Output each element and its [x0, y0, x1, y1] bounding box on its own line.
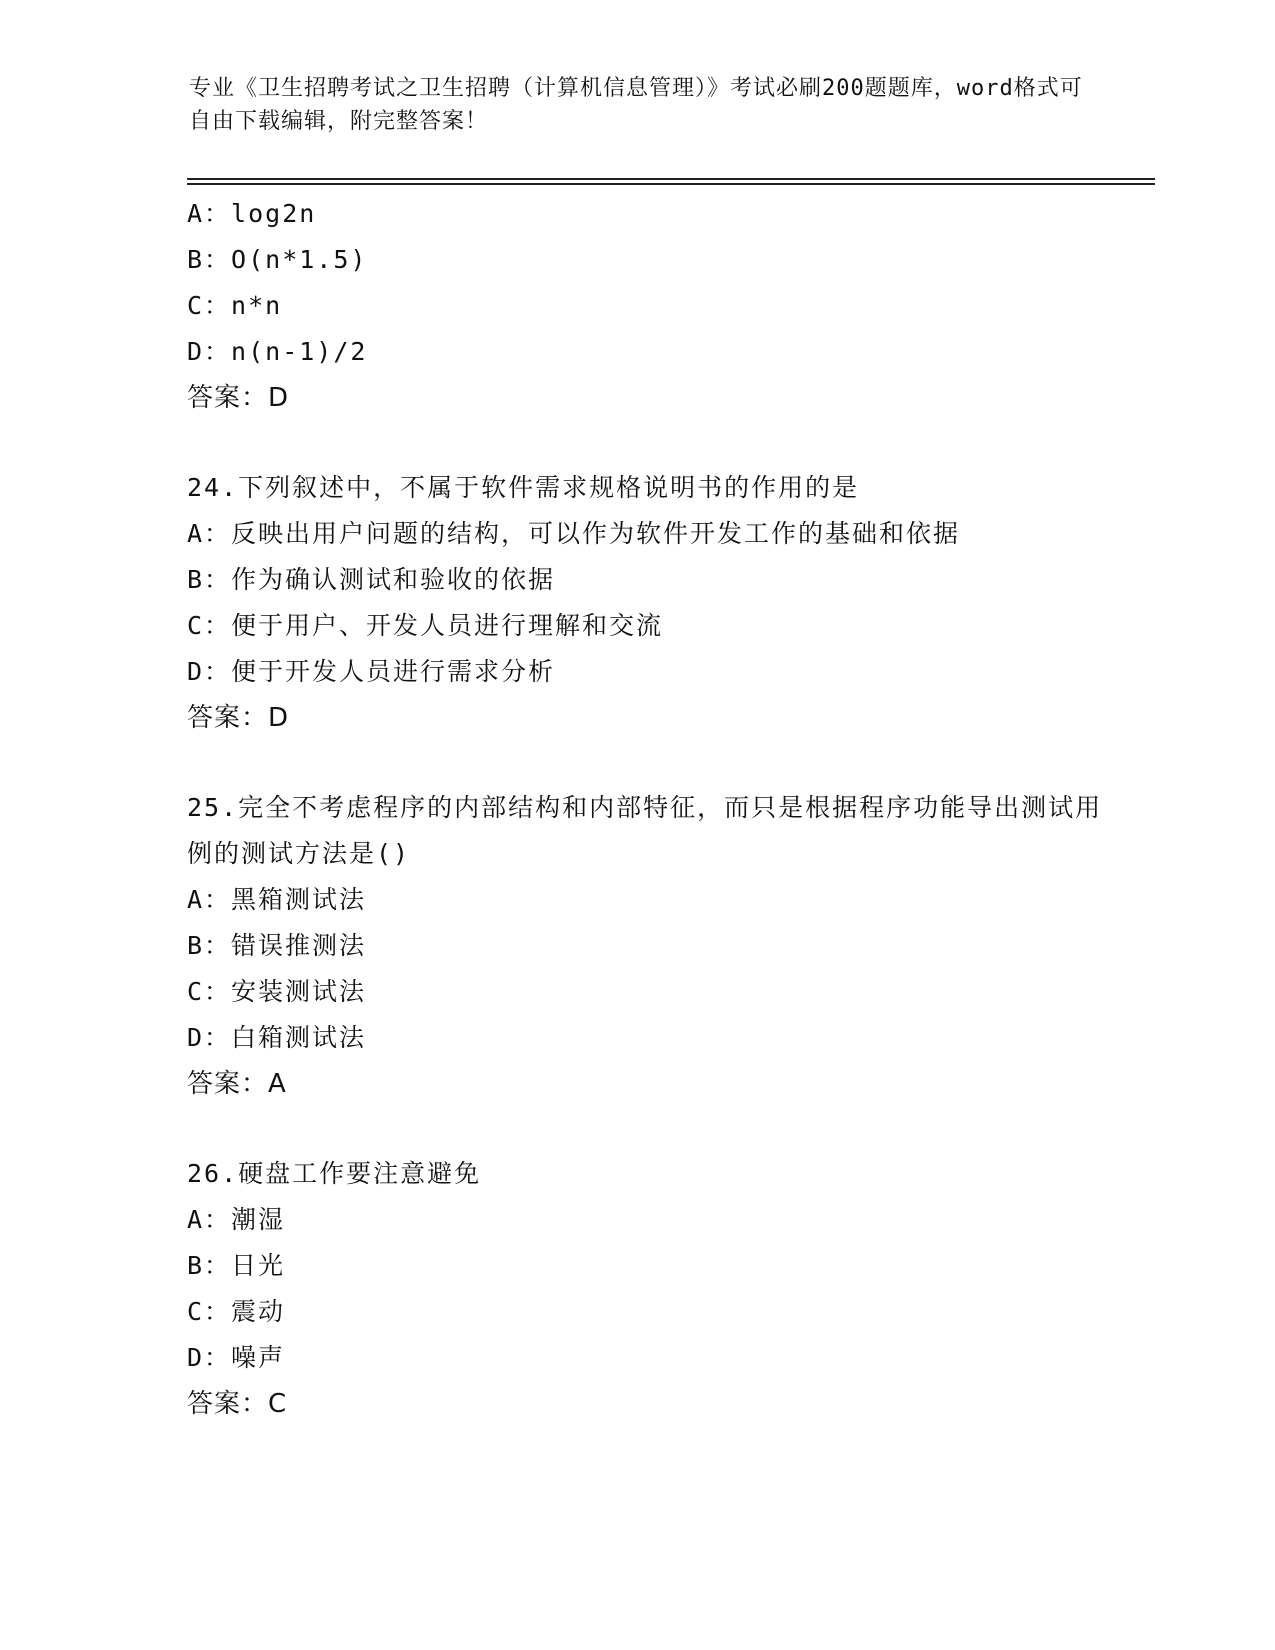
option-a: A：潮湿 [187, 1205, 286, 1234]
option-b: B：作为确认测试和验收的依据 [187, 565, 556, 594]
option-c: C：便于用户、开发人员进行理解和交流 [187, 611, 664, 640]
answer-line: 答案：C [187, 1389, 288, 1419]
option-b: B：日光 [187, 1251, 286, 1280]
answer-line: 答案：D [187, 383, 290, 413]
option-a: A：log2n [187, 199, 317, 228]
option-c: C：震动 [187, 1297, 286, 1326]
header-divider-bottom [187, 183, 1155, 185]
option-d: D：噪声 [187, 1343, 286, 1372]
option-d: D：白箱测试法 [187, 1023, 367, 1052]
question-list [187, 191, 1107, 1427]
question-block-26 [187, 1151, 1107, 1427]
option-d: D：便于开发人员进行需求分析 [187, 657, 556, 686]
question-block-25 [187, 785, 1107, 1107]
answer-line: 答案：D [187, 703, 290, 733]
question-block-prev [187, 191, 1107, 421]
option-a: A：反映出用户问题的结构，可以作为软件开发工作的基础和依据 [187, 519, 961, 548]
option-a: A：黑箱测试法 [187, 885, 367, 914]
option-c: C：n*n [187, 291, 283, 320]
document-header: 专业《卫生招聘考试之卫生招聘（计算机信息管理）》考试必刷200题题库，word格式可自由下载编辑，附完整答案！ [189, 76, 1083, 134]
question-title: 24.下列叙述中，不属于软件需求规格说明书的作用的是 [187, 473, 860, 502]
option-d: D：n(n-1)/2 [187, 337, 368, 366]
question-title: 26.硬盘工作要注意避免 [187, 1159, 482, 1188]
question-title: 25.完全不考虑程序的内部结构和内部特征，而只是根据程序功能导出测试用例的测试方法是() [187, 793, 1103, 868]
answer-line: 答案：A [187, 1069, 287, 1099]
option-b: B：O(n*1.5) [187, 245, 368, 274]
option-c: C：安装测试法 [187, 977, 367, 1006]
option-b: B：错误推测法 [187, 931, 367, 960]
header-divider-top [187, 178, 1155, 180]
question-block-24 [187, 465, 1107, 741]
